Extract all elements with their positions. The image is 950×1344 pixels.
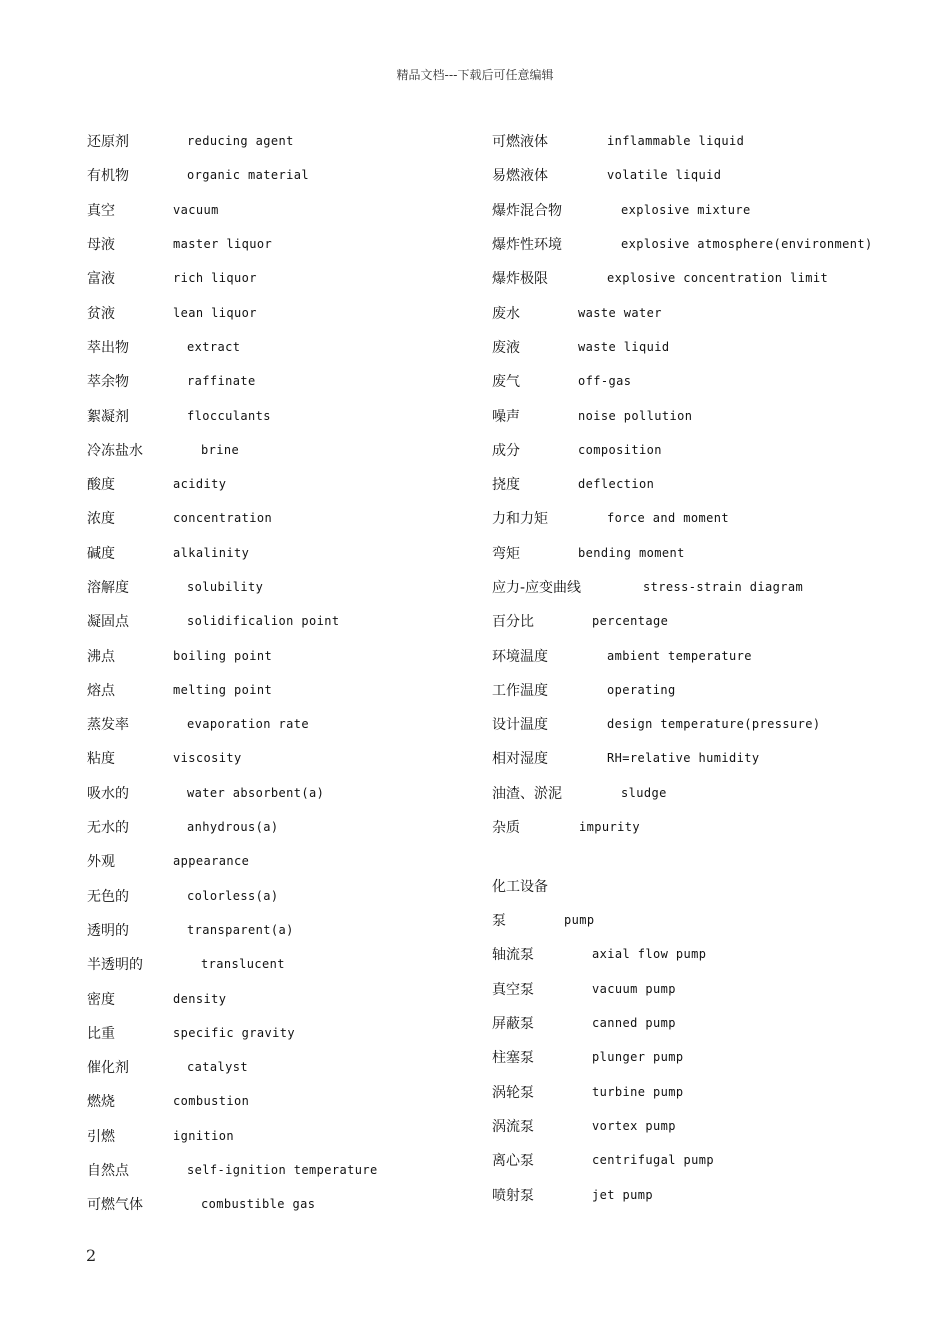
term-chinese: 可燃气体 bbox=[87, 1197, 143, 1214]
term-chinese: 母液 bbox=[87, 237, 115, 254]
term-english: appearance bbox=[173, 854, 250, 869]
section-spacer bbox=[492, 844, 922, 869]
term-chinese: 涡轮泵 bbox=[492, 1084, 534, 1101]
term-english: flocculants bbox=[187, 408, 271, 423]
term-english: brine bbox=[201, 442, 240, 457]
term-english: acidity bbox=[173, 477, 227, 492]
term-english: evaporation rate bbox=[187, 717, 309, 732]
term-english: translucent bbox=[201, 957, 285, 972]
term-chinese: 可燃液体 bbox=[492, 134, 548, 151]
term-english: solubility bbox=[187, 580, 264, 594]
term-row bbox=[492, 810, 922, 844]
term-row bbox=[87, 398, 467, 432]
term-english: combustion bbox=[173, 1094, 250, 1109]
term-english: water absorbent(a) bbox=[187, 785, 325, 800]
term-chinese: 还原剂 bbox=[87, 134, 129, 151]
term-chinese: 自然点 bbox=[87, 1163, 129, 1180]
term-chinese: 柱塞泵 bbox=[492, 1050, 534, 1067]
term-row bbox=[492, 364, 922, 398]
term-chinese: 轴流泵 bbox=[492, 947, 534, 964]
term-row bbox=[492, 1177, 922, 1211]
term-english: transparent(a) bbox=[187, 922, 294, 937]
term-english: deflection bbox=[578, 477, 655, 492]
term-row bbox=[492, 1075, 922, 1109]
term-chinese: 密度 bbox=[87, 991, 115, 1008]
term-row bbox=[87, 673, 467, 707]
section-heading: 化工设备 bbox=[492, 878, 548, 895]
term-row bbox=[492, 261, 922, 295]
term-english: extract bbox=[187, 339, 241, 354]
term-english: organic material bbox=[187, 168, 309, 183]
term-row bbox=[492, 124, 922, 158]
term-english: master liquor bbox=[173, 237, 273, 252]
term-row bbox=[492, 158, 922, 192]
term-row bbox=[492, 972, 922, 1006]
term-english: solidificalion point bbox=[187, 614, 340, 629]
term-chinese: 油渣、淤泥 bbox=[492, 785, 562, 802]
term-chinese: 废水 bbox=[492, 305, 520, 322]
term-chinese: 噪声 bbox=[492, 408, 520, 425]
term-chinese: 易燃液体 bbox=[492, 168, 548, 185]
term-chinese: 环境温度 bbox=[492, 648, 548, 665]
term-chinese: 成分 bbox=[492, 442, 520, 459]
term-chinese: 浓度 bbox=[87, 511, 115, 528]
term-chinese: 萃出物 bbox=[87, 339, 129, 356]
term-row bbox=[87, 913, 467, 947]
term-english: explosive mixture bbox=[621, 202, 751, 217]
term-english: combustible gas bbox=[201, 1197, 316, 1212]
term-row bbox=[87, 124, 467, 158]
term-row bbox=[87, 604, 467, 638]
term-chinese: 半透明的 bbox=[87, 957, 143, 974]
term-english: waste water bbox=[578, 305, 662, 320]
term-english: stress-strain diagram bbox=[643, 580, 804, 594]
term-chinese: 粘度 bbox=[87, 751, 115, 768]
term-row bbox=[87, 570, 467, 604]
term-english: self-ignition temperature bbox=[187, 1163, 378, 1178]
term-english: viscosity bbox=[173, 751, 242, 766]
term-english: rich liquor bbox=[173, 271, 257, 286]
term-chinese: 真空泵 bbox=[492, 981, 534, 998]
term-english: plunger pump bbox=[592, 1050, 684, 1065]
term-row bbox=[492, 638, 922, 672]
term-row bbox=[492, 330, 922, 364]
term-row bbox=[492, 501, 922, 535]
term-row bbox=[87, 1153, 467, 1187]
term-row bbox=[492, 673, 922, 707]
term-english: turbine pump bbox=[592, 1084, 684, 1099]
term-row bbox=[87, 158, 467, 192]
term-chinese: 废液 bbox=[492, 339, 520, 356]
term-english: ignition bbox=[173, 1128, 234, 1143]
term-row bbox=[87, 947, 467, 981]
term-row bbox=[87, 295, 467, 329]
term-english: explosive concentration limit bbox=[607, 271, 829, 286]
term-row bbox=[87, 810, 467, 844]
term-chinese: 富液 bbox=[87, 271, 115, 288]
term-row bbox=[492, 1040, 922, 1074]
term-chinese: 蒸发率 bbox=[87, 717, 129, 734]
term-row bbox=[87, 501, 467, 535]
page-header: 精品文档---下载后可任意编辑 bbox=[396, 68, 554, 82]
left-column bbox=[87, 124, 467, 1222]
term-row bbox=[87, 364, 467, 398]
term-chinese: 溶解度 bbox=[87, 580, 129, 596]
right-column bbox=[492, 124, 922, 1212]
term-row bbox=[492, 467, 922, 501]
term-english: vacuum bbox=[173, 202, 219, 217]
term-english: density bbox=[173, 991, 227, 1006]
term-chinese: 贫液 bbox=[87, 305, 115, 322]
term-chinese: 外观 bbox=[87, 854, 115, 871]
term-english: composition bbox=[578, 442, 662, 457]
term-english: vacuum pump bbox=[592, 981, 676, 996]
term-chinese: 冷冻盐水 bbox=[87, 442, 143, 459]
term-row bbox=[87, 536, 467, 570]
term-row bbox=[87, 467, 467, 501]
term-row bbox=[492, 937, 922, 971]
term-chinese: 无水的 bbox=[87, 820, 129, 837]
term-row bbox=[492, 604, 922, 638]
term-chinese: 无色的 bbox=[87, 888, 129, 905]
term-row bbox=[87, 193, 467, 227]
term-row bbox=[87, 981, 467, 1015]
term-english: bending moment bbox=[578, 545, 685, 560]
term-chinese: 废气 bbox=[492, 374, 520, 391]
term-row bbox=[87, 330, 467, 364]
term-english: RH=relative humidity bbox=[607, 751, 760, 766]
term-chinese: 相对湿度 bbox=[492, 751, 548, 768]
term-chinese: 应力-应变曲线 bbox=[492, 580, 582, 596]
term-english: volatile liquid bbox=[607, 168, 722, 183]
term-english: anhydrous(a) bbox=[187, 820, 279, 835]
term-row bbox=[87, 741, 467, 775]
term-chinese: 催化剂 bbox=[87, 1060, 129, 1077]
term-chinese: 爆炸极限 bbox=[492, 271, 548, 288]
term-row bbox=[87, 1187, 467, 1221]
term-row bbox=[492, 741, 922, 775]
term-row bbox=[87, 1016, 467, 1050]
term-english: axial flow pump bbox=[592, 947, 707, 962]
term-row bbox=[87, 638, 467, 672]
term-english: reducing agent bbox=[187, 134, 294, 149]
term-row bbox=[492, 193, 922, 227]
term-chinese: 爆炸性环境 bbox=[492, 237, 562, 254]
term-english: concentration bbox=[173, 511, 273, 526]
term-english: design temperature(pressure) bbox=[607, 717, 821, 732]
term-english: ambient temperature bbox=[607, 648, 752, 663]
term-chinese: 有机物 bbox=[87, 168, 129, 185]
term-chinese: 熔点 bbox=[87, 682, 115, 699]
term-row bbox=[492, 707, 922, 741]
term-english: specific gravity bbox=[173, 1025, 295, 1040]
term-english: inflammable liquid bbox=[607, 134, 745, 149]
page-number: 2 bbox=[86, 1246, 97, 1265]
section-heading-row bbox=[492, 869, 922, 903]
term-row bbox=[492, 776, 922, 810]
term-english: jet pump bbox=[592, 1187, 653, 1202]
term-english: catalyst bbox=[187, 1060, 248, 1075]
term-chinese: 比重 bbox=[87, 1025, 115, 1042]
term-chinese: 真空 bbox=[87, 202, 115, 219]
term-english: operating bbox=[607, 682, 676, 697]
term-row bbox=[87, 433, 467, 467]
term-english: centrifugal pump bbox=[592, 1153, 714, 1168]
term-row bbox=[492, 903, 922, 937]
term-row bbox=[492, 295, 922, 329]
term-row bbox=[87, 1084, 467, 1118]
term-row bbox=[492, 1109, 922, 1143]
term-english: sludge bbox=[621, 785, 667, 800]
term-english: raffinate bbox=[187, 374, 256, 389]
term-chinese: 爆炸混合物 bbox=[492, 202, 562, 219]
term-english: alkalinity bbox=[173, 545, 250, 560]
term-english: melting point bbox=[173, 682, 273, 697]
term-english: boiling point bbox=[173, 648, 273, 663]
term-row bbox=[87, 227, 467, 261]
term-english: noise pollution bbox=[578, 408, 693, 423]
term-chinese: 力和力矩 bbox=[492, 511, 548, 528]
term-chinese: 涡流泵 bbox=[492, 1118, 534, 1135]
term-chinese: 吸水的 bbox=[87, 785, 129, 802]
term-row bbox=[492, 227, 922, 261]
term-english: impurity bbox=[579, 820, 640, 835]
term-row bbox=[492, 570, 922, 604]
term-row bbox=[492, 433, 922, 467]
term-english: explosive atmosphere(environment) bbox=[621, 237, 873, 252]
term-chinese: 泵 bbox=[492, 913, 506, 930]
term-chinese: 燃烧 bbox=[87, 1094, 115, 1111]
term-chinese: 凝固点 bbox=[87, 614, 129, 631]
term-chinese: 杂质 bbox=[492, 820, 520, 837]
term-english: canned pump bbox=[592, 1016, 676, 1031]
term-row bbox=[87, 1119, 467, 1153]
term-row bbox=[87, 1050, 467, 1084]
term-chinese: 设计温度 bbox=[492, 717, 548, 734]
term-chinese: 百分比 bbox=[492, 614, 534, 631]
term-row bbox=[492, 1143, 922, 1177]
term-chinese: 弯矩 bbox=[492, 545, 520, 562]
term-chinese: 挠度 bbox=[492, 477, 520, 494]
term-english: percentage bbox=[592, 614, 669, 629]
term-chinese: 絮凝剂 bbox=[87, 408, 129, 425]
term-chinese: 酸度 bbox=[87, 477, 115, 494]
term-english: lean liquor bbox=[173, 305, 257, 320]
term-english: force and moment bbox=[607, 511, 729, 526]
term-row bbox=[492, 1006, 922, 1040]
term-row bbox=[492, 536, 922, 570]
term-row bbox=[87, 844, 467, 878]
term-chinese: 喷射泵 bbox=[492, 1187, 534, 1204]
term-row bbox=[87, 879, 467, 913]
term-row bbox=[492, 398, 922, 432]
term-chinese: 引燃 bbox=[87, 1128, 115, 1145]
term-english: vortex pump bbox=[592, 1118, 676, 1133]
term-english: pump bbox=[564, 913, 595, 928]
term-row bbox=[87, 261, 467, 295]
term-chinese: 离心泵 bbox=[492, 1153, 534, 1170]
term-english: colorless(a) bbox=[187, 888, 279, 903]
term-chinese: 沸点 bbox=[87, 648, 115, 665]
term-chinese: 工作温度 bbox=[492, 682, 548, 699]
term-row bbox=[87, 776, 467, 810]
term-chinese: 碱度 bbox=[87, 545, 115, 562]
term-chinese: 透明的 bbox=[87, 922, 129, 939]
term-row bbox=[87, 707, 467, 741]
term-english: off-gas bbox=[578, 374, 632, 389]
term-english: waste liquid bbox=[578, 339, 670, 354]
term-chinese: 萃余物 bbox=[87, 374, 129, 391]
term-chinese: 屏蔽泵 bbox=[492, 1016, 534, 1033]
